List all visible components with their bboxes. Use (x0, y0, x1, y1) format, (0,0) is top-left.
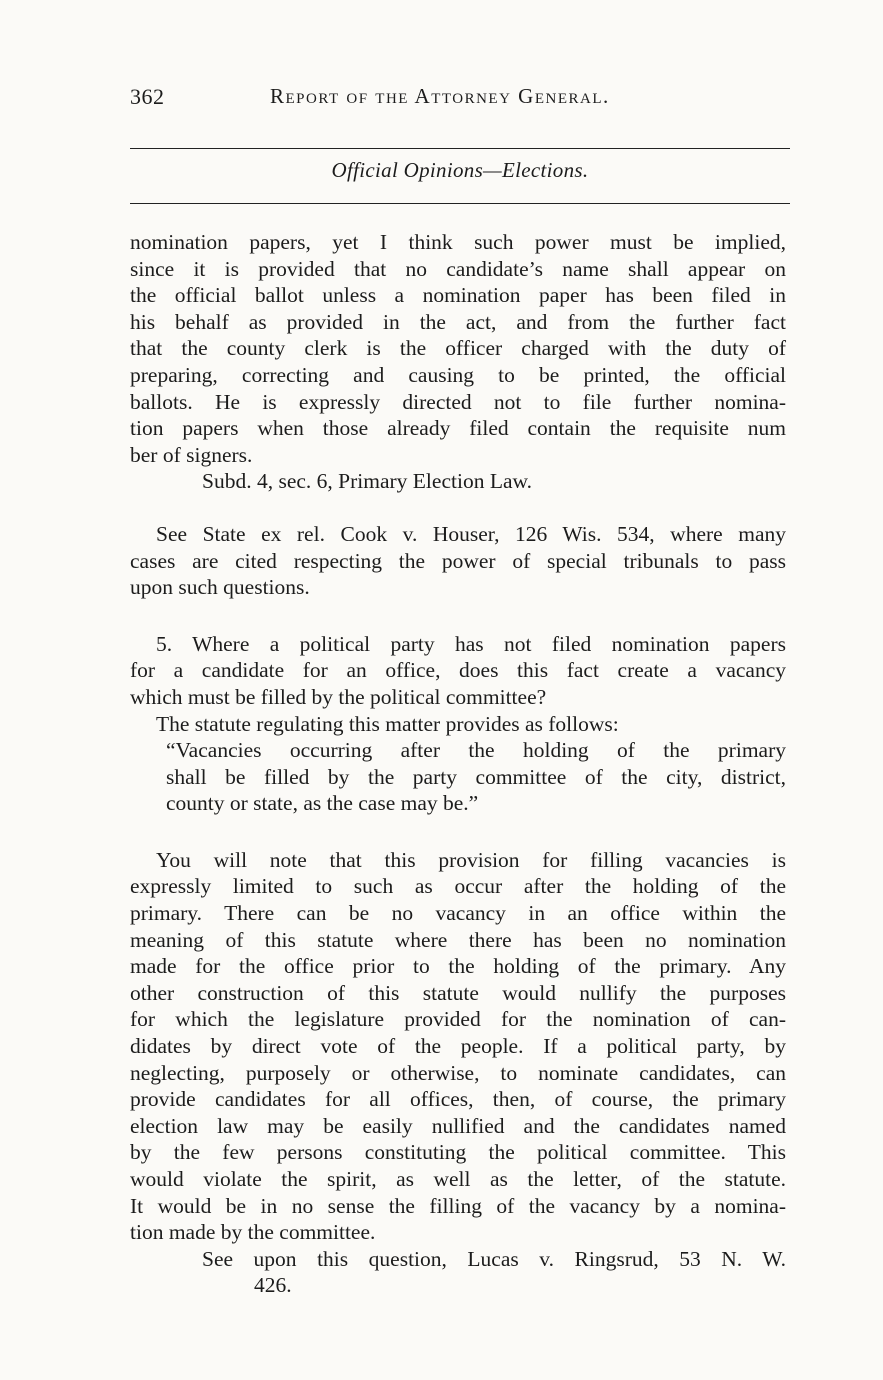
text-line: his behalf as provided in the act, and from the further fact (130, 309, 786, 334)
text-line: by the few persons constituting the political committee. This (130, 1140, 786, 1165)
paragraph-3-question (130, 631, 786, 711)
text-line: ballots. He is expressly directed not to file further nomina- (130, 389, 786, 414)
text-line: didates by direct vote of the people. If a political party, by (130, 1034, 786, 1059)
text-line: upon such questions. (130, 575, 310, 600)
text-line: preparing, correcting and causing to be printed, the official (130, 362, 786, 387)
text-line: nomination papers, yet I think such power must be implied, (130, 230, 786, 254)
spacer (130, 495, 786, 521)
text-line: neglecting, purposely or otherwise, to nominate candidates, can (130, 1060, 786, 1085)
text-line: expressly limited to such as occur after the holding of the (130, 874, 786, 899)
text-line: “Vacancies occurring after the holding of the primary (166, 738, 786, 763)
text-line: tion made by the committee. (130, 1220, 376, 1245)
text-line: made for the office prior to the holding of the primary. Any (130, 954, 786, 979)
header-rule-top (130, 148, 790, 149)
statute-intro: The statute regulating this matter provides as follows: (156, 711, 619, 736)
text-line: cases are cited respecting the power of special tribunals to pass (130, 548, 786, 573)
paragraph-2 (130, 521, 786, 601)
text-line: You will note that this provision for filling vacancies is (156, 847, 786, 872)
page-number: 362 (130, 84, 165, 109)
section-title: Official Opinions—Elections. (331, 158, 589, 182)
paragraph-5 (130, 847, 786, 1246)
text-line: the official ballot unless a nomination paper has been filed in (130, 283, 786, 308)
running-title: Report of the Attorney General. (270, 84, 610, 108)
text-line: for a candidate for an office, does this fact create a vacancy (130, 658, 786, 683)
text-line: See upon this question, Lucas v. Ringsrud, 53 N. W. (202, 1246, 786, 1271)
citation-lucas-v-ringsrud (130, 1246, 786, 1299)
text-line: See State ex rel. Cook v. Houser, 126 Wis. 534, where many (156, 521, 786, 546)
text-line: election law may be easily nullified and the candidates named (130, 1113, 786, 1138)
citation-primary-election-law: Subd. 4, sec. 6, Primary Election Law. (202, 469, 532, 494)
spacer (130, 601, 786, 631)
text-line: 5. Where a political party has not filed nomination papers (156, 631, 786, 656)
text-line: that the county clerk is the officer charged with the duty of (130, 336, 786, 361)
text-line: since it is provided that no candidate’s name shall appear on (130, 256, 786, 281)
text-line: for which the legislature provided for the nomination of can- (130, 1007, 786, 1032)
body-text (130, 229, 786, 1299)
text-line: county or state, as the case may be.” (166, 791, 479, 816)
text-line: which must be filled by the political committee? (130, 684, 547, 709)
header-rule-bottom (130, 203, 790, 204)
page-header (130, 84, 790, 118)
text-line: meaning of this statute where there has been no nomination (130, 927, 786, 952)
paragraph-1 (130, 229, 786, 468)
text-line: primary. There can be no vacancy in an office within the (130, 901, 786, 926)
text-line: would violate the spirit, as well as the letter, of the statute. (130, 1167, 786, 1191)
text-line: other construction of this statute would nullify the purposes (130, 980, 786, 1005)
statute-quote (130, 737, 786, 817)
text-line: shall be filled by the party committee of the city, district, (166, 764, 786, 789)
text-line: tion papers when those already filed contain the requisite num (130, 416, 786, 441)
spacer (130, 817, 786, 847)
text-line: provide candidates for all offices, then, of course, the primary (130, 1087, 786, 1112)
text-line: It would be in no sense the filling of the vacancy by a nomina- (130, 1193, 786, 1218)
text-line: 426. (254, 1273, 292, 1298)
text-line: ber of signers. (130, 442, 253, 467)
